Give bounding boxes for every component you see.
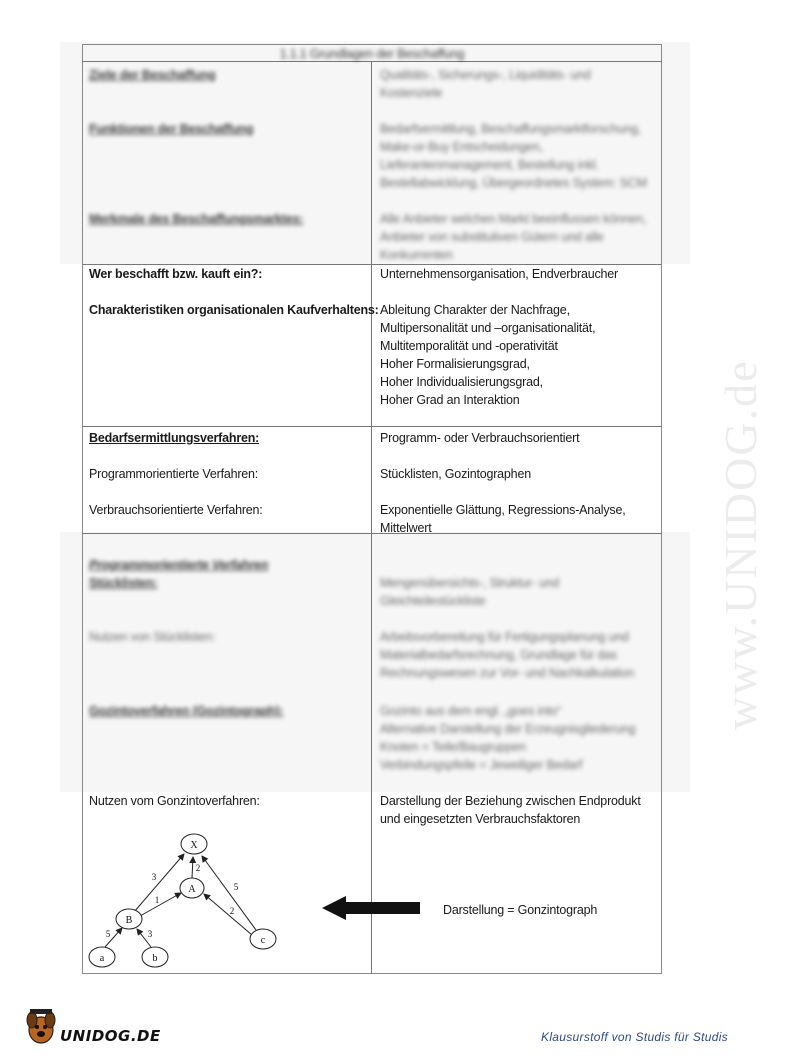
edge-label: 5 [105,929,111,939]
row-label: Nutzen von Stücklisten: [89,630,216,644]
row-label: Wer beschafft bzw. kauft ein?: [89,267,263,281]
edge-label: 5 [233,882,239,892]
row-value: Stücklisten, Gozintographen [380,467,531,481]
edge-label: 3 [147,929,153,939]
row-value: Qualitäts-, Sicherungs-, Liquiditäts- und Kostenziele [380,68,591,100]
row-label: Charakteristiken organisationalen Kaufverhaltens: [89,303,379,317]
footer-brand-text: UNIDOG.DE [60,1027,161,1045]
column-divider-top [371,61,372,264]
edge-label: 3 [151,872,157,882]
node-label-b: B [125,915,133,926]
row-value: Exponentielle Glättung, Regressions-Analyse, Mittelwert [380,503,626,535]
footer-tagline: Klausurstoff von Studis für Studis [541,1030,728,1044]
edge-label: 1 [154,895,160,905]
section-title: 1.1.1 Grundlagen der Beschaffung [279,47,465,61]
row-label: Programmorientierte Verfahren: [89,467,259,481]
node-label-a-upper: A [188,884,196,895]
row-value: Arbeitsvorbereitung für Fertigungsplanung und Materialbedarfsrechnung, Grundlage für das Rechnungswesen zur Vor- und Nachkalkulation [380,630,635,680]
row-label: Nutzen vom Gonzintoverfahren: [89,794,260,808]
edge-label: 2 [195,863,201,873]
arrow-caption: Darstellung = Gonzintograph [443,903,598,917]
row-label: Ziele der Beschaffung [89,68,216,82]
row-value: Ableitung Charakter der Nachfrage, Multipersonalität und –organisationalität, Multitemporalität und -operativität Hoher Formalisierungsgrad, Hoher Individualisierungsgrad, Hoher Grad an Interaktion [380,303,596,407]
subsection-heading: Programmorientierte Verfahren [89,558,269,572]
row-label: Stücklisten: [89,576,158,590]
node-label-a: a [99,953,105,964]
node-label-x: X [190,840,198,851]
row-label: Merkmale des Beschaffungsmarktes: [89,212,304,226]
node-label-b-lower: b [152,953,158,964]
row-value: Gozinto aus dem engl. „goes into“ Alternative Darstellung der Erzeugnisgliederung Knoten = Teile/Baugruppen Verbindungspfeile = Jeweiliger Bedarf [380,704,636,772]
row-value: Programm- oder Verbrauchsorientiert [380,431,580,445]
row-value: Darstellung der Beziehung zwischen Endprodukt und eingesetzten Verbrauchsfaktoren [380,794,641,826]
footer-brand[interactable] [24,1008,161,1046]
gozintograph-diagram [84,826,296,972]
dog-logo-icon [24,1008,58,1046]
row-value: Unternehmensorganisation, Endverbraucher [380,267,618,281]
row-label: Funktionen der Beschaffung [89,122,254,136]
row-value: Mengenübersichts-, Struktur- und Gleichteilestückliste [380,576,560,608]
watermark-text: www.UNIDOG.de [715,359,766,730]
row-divider-2 [82,426,662,427]
row-label: Verbrauchsorientierte Verfahren: [89,503,263,517]
arrow-left-icon [322,894,422,922]
row-label: Bedarfsermittlungsverfahren: [89,431,260,445]
edge-label: 2 [229,906,235,916]
row-value: Alle Anbieter welchen Markt beeinflussen können, Anbieter von substitutiven Gütern und alle Konkurrenten [380,212,647,262]
watermark [628,260,788,730]
node-label-c: c [260,935,266,946]
row-label: Gozintoverfahren (Gozintograph): [89,704,284,718]
row-value: Bedarfsermittlung, Beschaffungsmarktforschung, Make-or-Buy Entscheidungen, Lieferantenmanagement, Bestellung inkl. Bestellabwicklung, Übergeordnetes System: SCM [380,122,647,190]
